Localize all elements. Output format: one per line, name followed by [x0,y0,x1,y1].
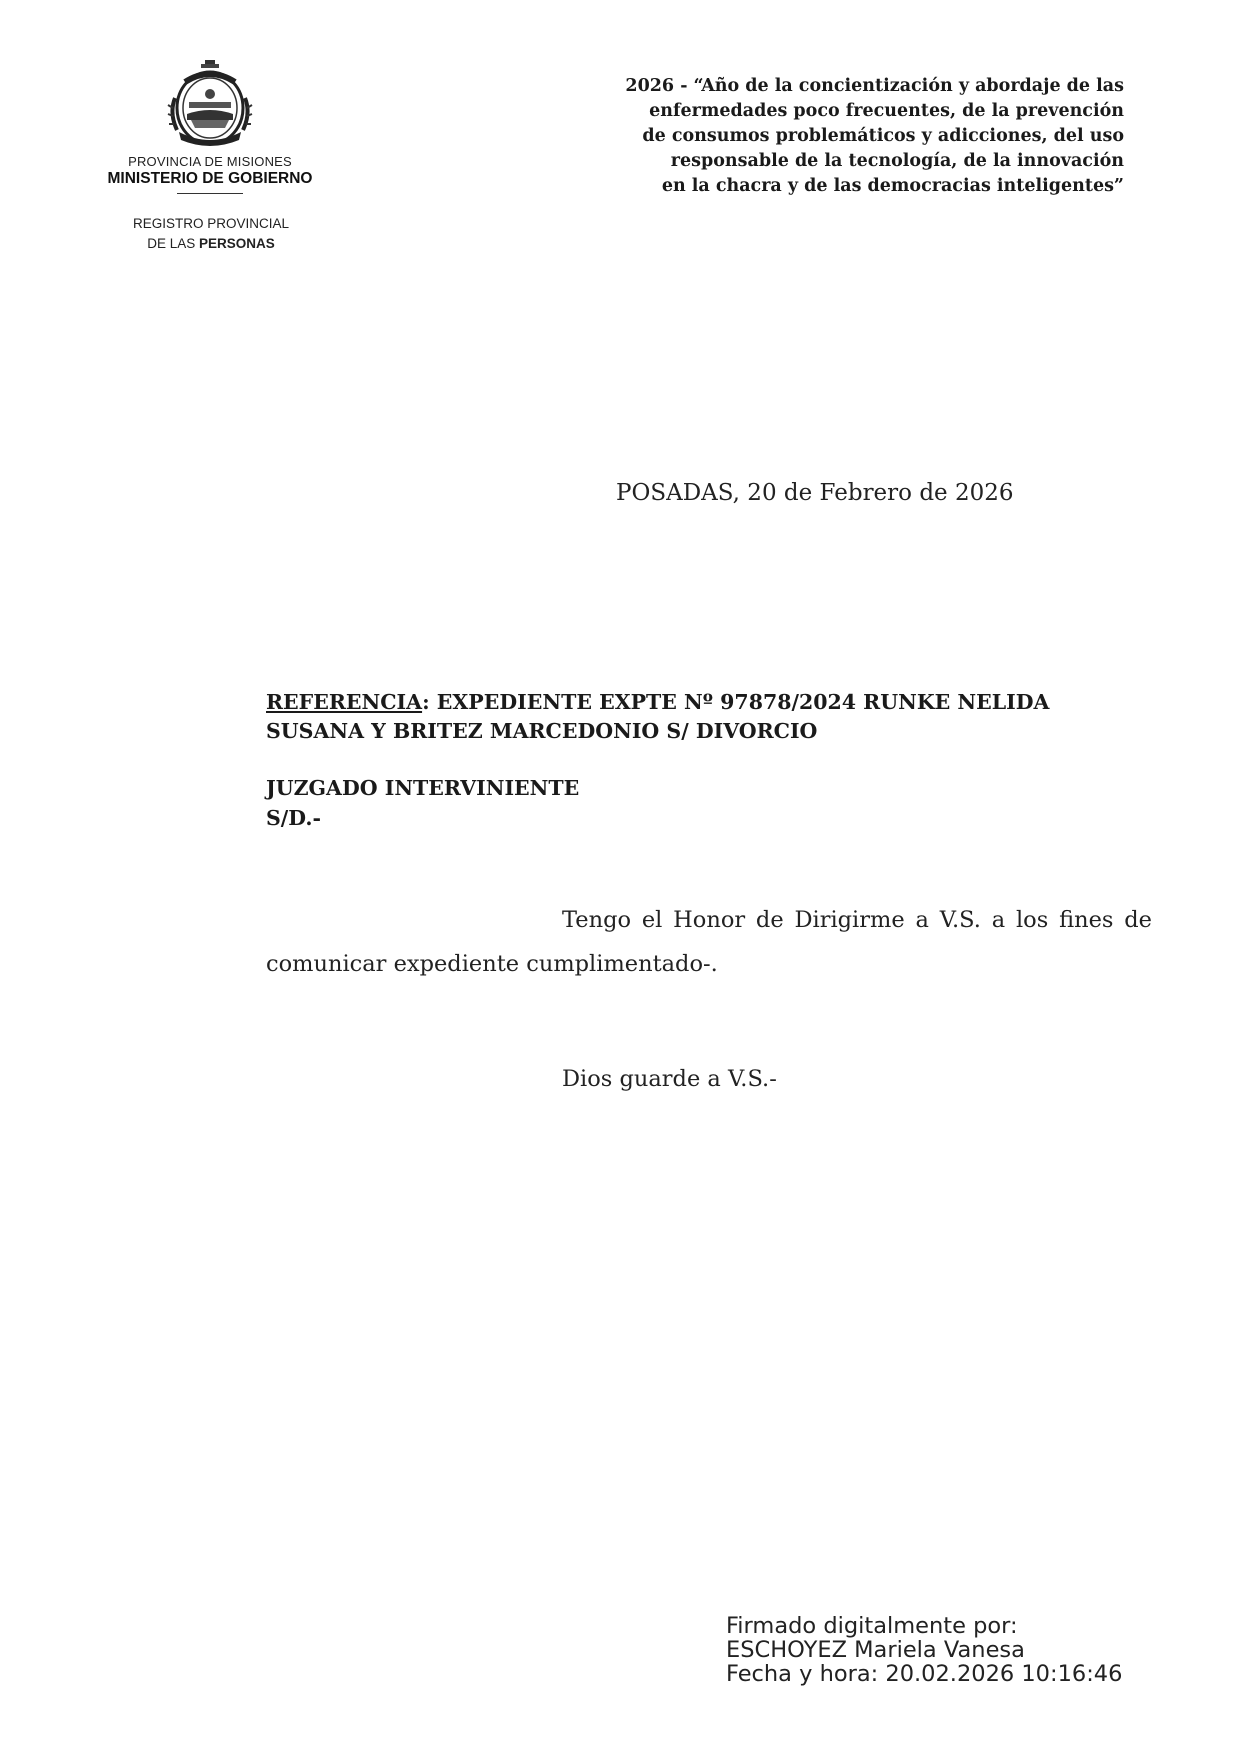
signature-signer: ESCHOYEZ Mariela Vanesa [726,1637,1025,1663]
registry-line2 [96,234,326,254]
reference-block [266,688,1126,746]
recipient-block [266,773,579,833]
letter-body: Tengo el Honor de Dirigirme a V.S. a los fines de comunicar expediente cumplimentado-. [266,907,1152,977]
motto-line: de consumos problemáticos y adicciones, del uso [642,126,1124,146]
org-ministry-name: MINISTERIO DE GOBIERNO [107,170,313,187]
org-province-name: PROVINCIA DE MISIONES [128,154,292,169]
motto-line: 2026 - “Año de la concientización y abordaje de las [625,76,1124,96]
reference-label: REFERENCIA [266,690,423,714]
org-divider [177,193,243,194]
reference-line1 [266,688,1126,717]
motto-line: responsable de la tecnología, de la innovación [670,151,1124,171]
signature-line1: Firmado digitalmente por: [726,1613,1018,1639]
digital-signature [726,1614,1122,1686]
letter-closing: Dios guarde a V.S.- [562,1066,777,1092]
recipient-line2: S/D.- [266,806,321,830]
letter-date: POSADAS, 20 de Febrero de 2026 [616,480,1014,506]
header-logo-block [90,58,330,194]
reference-line2: SUSANA Y BRITEZ MARCEDONIO S/ DIVORCIO [266,719,818,743]
provincial-seal-icon [165,58,255,150]
motto-line: enfermedades poco frecuentes, de la prevención [649,101,1124,121]
registry-line2-prefix: DE LAS [147,236,199,251]
recipient-line1: JUZGADO INTERVINIENTE [266,776,580,800]
motto-line: en la chacra y de las democracias inteligentes” [661,176,1124,196]
year-motto [520,74,1124,199]
signature-timestamp: Fecha y hora: 20.02.2026 10:16:46 [726,1661,1123,1687]
registry-name [96,214,326,254]
registry-line1: REGISTRO PROVINCIAL [132,216,290,231]
reference-line1-text: : EXPEDIENTE EXPTE Nº 97878/2024 RUNKE NELIDA [422,690,1050,714]
registry-line2-bold: PERSONAS [199,236,275,251]
